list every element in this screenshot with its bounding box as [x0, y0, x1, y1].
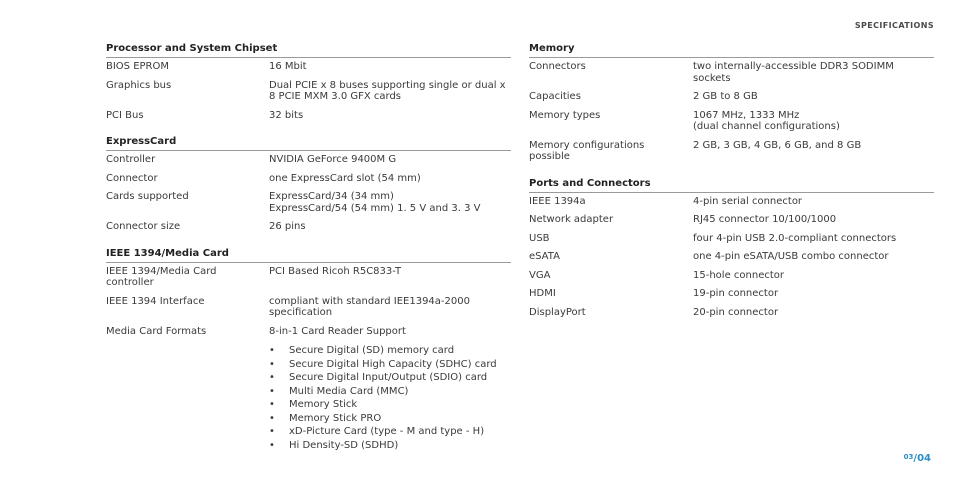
spec-row — [529, 91, 934, 103]
spec-label: IEEE 1394a — [529, 195, 586, 207]
spec-row — [529, 288, 934, 300]
spec-label: Controller — [106, 154, 156, 165]
spec-row — [106, 61, 511, 73]
spec-label: Capacities — [529, 91, 581, 102]
spec-row — [106, 266, 511, 289]
spec-row — [106, 173, 511, 185]
media-format-list — [106, 344, 511, 452]
spec-label: Graphics bus — [106, 79, 172, 91]
spec-value: 16 Mbit — [269, 61, 307, 72]
spec-value: two internally-accessible DDR3 SODIMM sockets — [693, 61, 894, 84]
section-title: ExpressCard — [106, 135, 511, 151]
spec-row — [529, 140, 934, 163]
spec-label: Memory types — [529, 109, 601, 121]
section-title: IEEE 1394/Media Card — [106, 247, 511, 263]
left-column — [106, 42, 511, 466]
section-ieee1394 — [106, 247, 511, 453]
spec-value: 19-pin connector — [693, 288, 779, 299]
spec-value: 20-pin connector — [693, 306, 779, 318]
page-total: 04 — [917, 453, 931, 464]
page-separator: / — [913, 453, 918, 464]
list-item: • Hi Density-SD (SDHD) — [269, 439, 511, 453]
spec-row — [529, 61, 934, 84]
spec-value: 2 GB, 3 GB, 4 GB, 6 GB, and 8 GB — [693, 139, 862, 151]
spec-value: one ExpressCard slot (54 mm) — [269, 172, 421, 184]
spec-value: 15-hole connector — [693, 269, 784, 281]
list-item: • Memory Stick — [269, 398, 511, 412]
spec-row — [106, 326, 511, 338]
spec-value: 1067 MHz, 1333 MHz (dual channel configurations) — [693, 109, 840, 132]
section-processor — [106, 42, 511, 121]
section-expresscard — [106, 135, 511, 233]
spec-label: Connector — [106, 172, 158, 184]
spec-value: Dual PCIE x 8 buses supporting single or dual x 8 PCIE MXM 3.0 GFX cards — [269, 79, 506, 102]
spec-value: 4-pin serial connector — [693, 195, 803, 207]
spec-value: RJ45 connector 10/100/1000 — [693, 214, 837, 225]
spec-label: Cards supported — [106, 191, 189, 202]
spec-value: 2 GB to 8 GB — [693, 91, 758, 102]
spec-row — [529, 270, 934, 282]
spec-label: IEEE 1394 Interface — [106, 295, 205, 307]
spec-value: one 4-pin eSATA/USB combo connector — [693, 251, 889, 262]
list-item: • Secure Digital Input/Output (SDIO) card — [269, 371, 511, 385]
spec-value: NVIDIA GeForce 9400M G — [269, 154, 397, 165]
list-item: • Secure Digital (SD) memory card — [269, 344, 511, 358]
spec-label: USB — [529, 232, 550, 244]
spec-value: compliant with standard IEE1394a-2000 specification — [269, 295, 470, 318]
section-title: Memory — [529, 42, 934, 58]
spec-value: ExpressCard/34 (34 mm) ExpressCard/54 (54 mm) 1. 5 V and 3. 3 V — [269, 191, 481, 214]
spec-row — [106, 191, 511, 214]
spec-label: DisplayPort — [529, 306, 586, 318]
spec-label: Connector size — [106, 221, 181, 232]
spec-row — [529, 196, 934, 208]
spec-label: HDMI — [529, 288, 556, 299]
spec-row — [529, 251, 934, 263]
spec-label: Connectors — [529, 61, 586, 72]
spec-row — [106, 80, 511, 103]
spec-label: Network adapter — [529, 214, 614, 225]
spec-row — [529, 110, 934, 133]
spec-row — [529, 307, 934, 319]
spec-row — [106, 221, 511, 233]
spec-label: eSATA — [529, 251, 560, 262]
spec-row — [106, 154, 511, 166]
spec-label: PCI Bus — [106, 109, 144, 121]
page-header: SPECIFICATIONS — [854, 21, 934, 30]
spec-label: BIOS EPROM — [106, 61, 170, 72]
spec-row — [529, 233, 934, 245]
section-title: Processor and System Chipset — [106, 42, 511, 58]
right-column — [529, 42, 934, 332]
spec-value: 26 pins — [269, 221, 306, 232]
section-ports — [529, 177, 934, 319]
spec-label: Media Card Formats — [106, 325, 207, 337]
spec-row — [106, 110, 511, 122]
page-current: 03 — [903, 453, 914, 461]
spec-value: PCI Based Ricoh R5C833-T — [269, 265, 402, 277]
list-item: • Secure Digital High Capacity (SDHC) card — [269, 358, 511, 372]
spec-value: 8-in-1 Card Reader Support — [269, 325, 406, 337]
list-item: • Multi Media Card (MMC) — [269, 385, 511, 399]
spec-value: 32 bits — [269, 109, 304, 121]
spec-label: Memory configurations possible — [529, 139, 645, 162]
section-title: Ports and Connectors — [529, 177, 934, 193]
spec-label: IEEE 1394/Media Card controller — [106, 265, 217, 288]
spec-label: VGA — [529, 269, 551, 281]
spec-row — [529, 214, 934, 226]
section-memory — [529, 42, 934, 163]
spec-row — [106, 296, 511, 319]
spec-value: four 4-pin USB 2.0-compliant connectors — [693, 232, 897, 244]
list-item: • Memory Stick PRO — [269, 412, 511, 426]
page-number — [904, 453, 931, 464]
list-item: • xD-Picture Card (type - M and type - H) — [269, 425, 511, 439]
